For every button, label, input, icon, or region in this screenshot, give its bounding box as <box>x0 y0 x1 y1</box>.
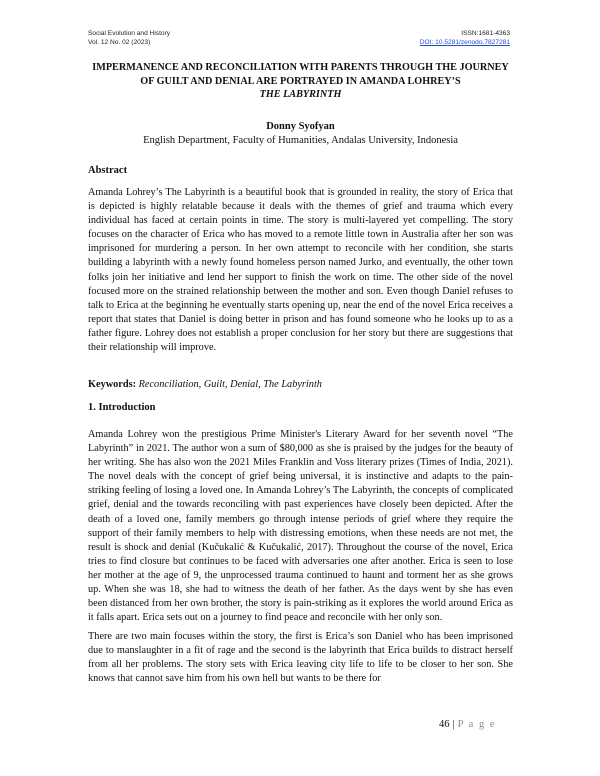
doi-link[interactable]: DOI: 10.5281/zenodo.7827281 <box>419 38 510 46</box>
author-name: Donny Syofyan <box>266 121 335 132</box>
page-separator: | <box>452 719 455 730</box>
page-number: 46 <box>438 719 450 730</box>
page-footer <box>439 719 496 730</box>
journal-volume: Vol. 12 No. 02 (2023) <box>88 38 151 46</box>
keywords-text: Reconciliation, Guilt, Denial, The Labyrinth <box>138 379 322 390</box>
abstract-text: Amanda Lohrey’s The Labyrinth is a beautiful book that is grounded in reality, the story of Erica that is depicted is highly relatable because it deals with the themes of grief and trauma which every individual has faced at certain points in time. The story is multi-layered yet compelling. The story focuses on the character of Erica who has moved to a remote little town in Australia after her son was imprisoned for murdering a person. In her own attempt to reconcile with her condition, she starts building a labyrinth with a newly found homeless person named Jurko, and eventually, the other town folks join her initiative and lend her support to finish the work on time. The other side of the novel focused more on the strained relationship between the mother and son. Even though Daniel refuses to talk to Erica at the beginning he eventually starts opening up, near the end of the novel Erica receives a report that states that Daniel is doing better in prison and has found someone who he looks up to as a father figure. Lohrey does not establish a proper conclusion for her story but there are suggestions that their relationship will improve. <box>88 187 513 354</box>
running-header-right <box>420 30 510 47</box>
keywords-line <box>88 378 513 391</box>
title-main: IMPERMANENCE AND RECONCILIATION WITH PARENTS THROUGH THE JOURNEY OF GUILT AND DENIAL ARE PORTRAYED IN AMANDA LOHREY’S <box>92 62 509 87</box>
author-affiliation: English Department, Faculty of Humanities, Andalas University, Indonesia <box>143 135 458 146</box>
introduction-paragraph-2: There are two main focuses within the story, the first is Erica’s son Daniel who has been imprisoned due to manslaughter in a fit of rage and the second is the labyrinth that Erica builds to distract herself from all her problems. The story sets with Erica leaving city life to life to be closer to her son. She knows that cannot save him from his own hell but wants to be there for <box>88 631 513 685</box>
abstract-heading: Abstract <box>88 165 128 176</box>
page-word: P a g e <box>457 719 496 730</box>
running-header-left <box>88 30 170 47</box>
journal-name: Social Evolution and History <box>88 30 171 37</box>
title-book: THE LABYRINTH <box>259 89 342 100</box>
paper-title <box>88 61 513 102</box>
keywords-label: Keywords: <box>88 379 137 390</box>
journal-issn: ISSN:1681-4363 <box>461 30 510 37</box>
introduction-paragraph-1: Amanda Lohrey won the prestigious Prime Minister's Literary Award for her seventh novel “The Labyrinth” in 2021. The author won a sum of $80,000 as she is praised by the judges for the beauty of her writing. She has also won the 2021 Miles Franklin and Voss literary prizes (Times of India, 2021). The novel deals with the concept of grief being universal, it is instinctive and adapts to the pain-striking feeling of losing a loved one. In Amanda Lohrey’s The Labyrinth, the concepts of complicated grief, denial and the towards reconciling with past experiences have closely been depicted. After the death of a loved one, family members go through intense periods of grief where they require the support of their family members to help with distressing emotions, when these needs are not met, the result is shock and denial (Kučukalić & Kučukalić, 2017). Throughout the course of the novel, Erica tries to find closure but continues to be faced with adversaries one after another. Erica is seen to lose her mother at the age of 9, the unprocessed trauma continued to haunt and torment her as she grows up. When she was 18, she had to witness the death of her father. As the days went by she has even been distanced from her own brother, the story is pain-striking as it explores the world around Erica as it falls apart. Erica sets out on a journey to find peace and reconcile with her only son. <box>88 429 513 624</box>
introduction-heading: 1. Introduction <box>88 402 156 413</box>
